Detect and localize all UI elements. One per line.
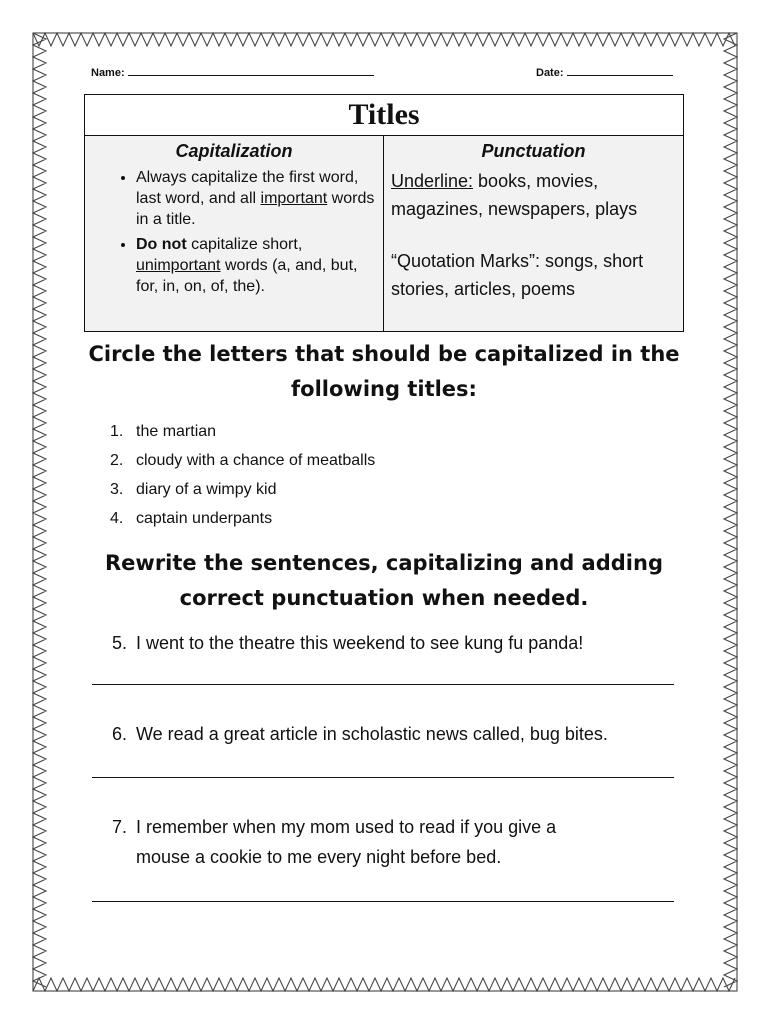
quotation-rule: “Quotation Marks”: songs, short stories, articles, poems [391,251,644,299]
capitalization-rule-1: • Always capitalize the first word, last word, and all important words in a title. [136,167,377,230]
capitalization-heading: Capitalization [175,141,293,161]
circle-letters-instruction: Circle the letters that should be capitalized in the following titles: [88,342,680,401]
date-blank-line[interactable] [567,65,673,76]
punctuation-heading: Punctuation [481,141,586,161]
question-5: 5. I went to the theatre this weekend to see kung fu panda! [112,633,584,653]
titles-list [110,417,375,533]
underline-rule: Underline: books, movies, magazines, newspapers, plays [391,171,638,219]
titles-reference-box [84,94,684,332]
answer-line-7[interactable] [92,901,674,902]
date-label: Date: [536,67,564,79]
rewrite-sentences-instruction: Rewrite the sentences, capitalizing and adding correct punctuation when needed. [105,551,663,610]
name-label: Name: [91,67,125,79]
punctuation-column [384,136,683,331]
date-field [536,65,673,79]
capitalization-column [85,136,384,331]
answer-line-6[interactable] [92,777,674,778]
titles-heading: Titles [85,95,683,136]
answer-line-5[interactable] [92,684,674,685]
name-blank-line[interactable] [128,65,374,76]
capitalization-rules [85,167,383,297]
capitalization-rule-2: • Do not capitalize short, unimportant words (a, and, but, for, in, on, of, the). [136,234,377,297]
list-item: 3. diary of a wimpy kid [110,481,277,498]
list-item: 1. the martian [110,423,217,440]
name-field [91,65,374,79]
question-7: 7. I remember when my mom used to read if you give a mouse a cookie to me every night before bed. [112,817,557,867]
list-item: 4. captain underpants [110,510,273,527]
question-6: 6. We read a great article in scholastic news called, bug bites. [112,724,608,744]
list-item: 2. cloudy with a chance of meatballs [110,452,376,469]
